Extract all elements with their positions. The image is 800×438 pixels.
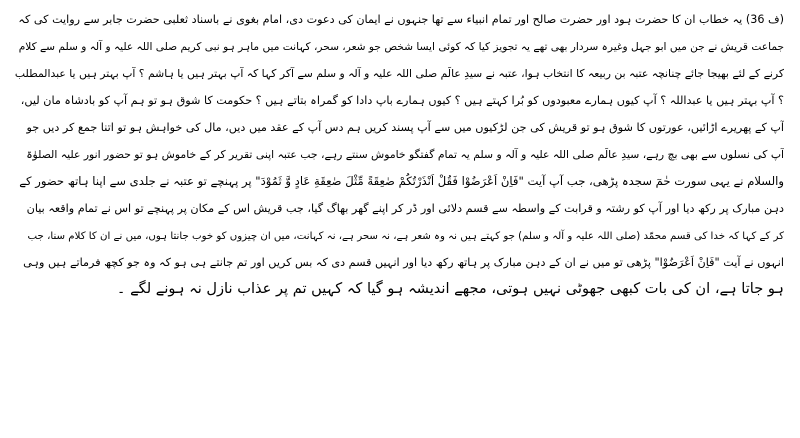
text-line-8: دہن مبارک پر رکھ دیا اور آپ کو رشتہ و قرابت کے واسطہ سے قسم دلائی اور ڈر کر اپنے گھر بھاگ گیا، جب قریش اس کے مکان پر پہنچے تو اس نے تمام واقعہ بیان [26, 202, 784, 215]
text-line-11: ہو جاتا ہے، ان کی بات کبھی جھوٹی نہیں ہوتی، مجھے اندیشہ ہو گیا کہ کہیں تم پر عذاب نازل نہ ہونے لگے ۔ [116, 280, 784, 297]
text-line-5: آپ کے پھریرے اڑائیں، عورتوں کا شوق ہو تو قریش کی جن لڑکیوں میں سے آپ پسند کریں ہم دس آپ کے عقد میں دیں، مال کی خواہش ہو تو اتنا جمع کر دیں جو [26, 121, 784, 134]
text-line-9: کر کے کہا کہ خدا کی قسم محمّد (صلی اللہ علیہ و آلہ و سلم) جو کہتے ہیں نہ وہ شعر ہے، نہ سحر ہے، نہ کہانت، میں ان چیزوں کو خوب جانتا ہوں، میں نے ان کا کلام سنا، جب [27, 231, 784, 242]
text-line-4: ؟ آپ بہتر ہیں یا عبداللہ ؟ آپ کیوں ہمارے معبودوں کو بُرا کہتے ہیں ؟ کیوں ہمارے باپ دادا کو گمراہ بتاتے ہیں ؟ حکومت کا شوق ہو تو ہم آپ کو بادشاہ مان لیں، [20, 94, 784, 107]
text-line-6: آپ کی نسلوں سے بھی بچ رہے، سیدِ عالَم صلی اللہ علیہ و آلہ و سلم یہ تمام گفتگو خاموش سنتے رہے، جب عتبہ اپنی تقریر کر کے خاموش ہو تو حضور انور علیہ الصلوٰۃ [26, 148, 784, 161]
commentary-text-block [14, 5, 784, 302]
text-line-1: (ف 36) یہ خطاب ان کا حضرت ہود اور حضرت صالح اور تمام انبیاء سے تھا جنہوں نے ایمان کی دعوت دی، امام بغوی نے باسناد ثعلبی حضرت جابر سے روایت کی کہ [18, 13, 784, 26]
text-line-2: جماعت قریش نے جن میں ابو جہل وغیرہ سردار بھی تھے یہ تجویز کیا کہ کوئی ایسا شخص جو شعر، سحر، کہانت میں ماہر ہو نبی کریم صلی اللہ علیہ و آلہ و سلم سے کلام [18, 41, 784, 53]
text-line-7: والسلام نے یہی سورت حٰمٓ سجدہ پڑھی، جب آپ آیت "فَاِنْ اَعْرَضُوْا فَقُلْ اَنْذَرْتُكُمْ صٰعِقَةً مِّثْلَ صٰعِقَةِ عَادٍ وَّ ثَمُوْدَ" پر پہنچے تو عتبہ نے جلدی سے اپنا ہاتھ حضور کے [19, 174, 784, 188]
text-line-3: کرنے کے لئے بھیجا جائے چنانچہ عتبہ بن ربیعہ کا انتخاب ہوا، عتبہ نے سیدِ عالَم صلی اللہ علیہ و آلہ و سلم سے آکر کہا کہ آپ بہتر ہیں یا ہاشم ؟ آپ بہتر ہیں یا عبدالمطلب [14, 67, 784, 80]
text-line-10: انہوں نے آیت "فَاِنْ اَعْرَضُوْا" پڑھی تو میں نے ان کے دہن مبارک پر ہاتھ رکھ دیا اور انہیں قسم دی کہ بس کریں اور تم جانتے ہی ہو کہ وہ جو کچھ فرماتے ہیں وہی [23, 256, 784, 269]
